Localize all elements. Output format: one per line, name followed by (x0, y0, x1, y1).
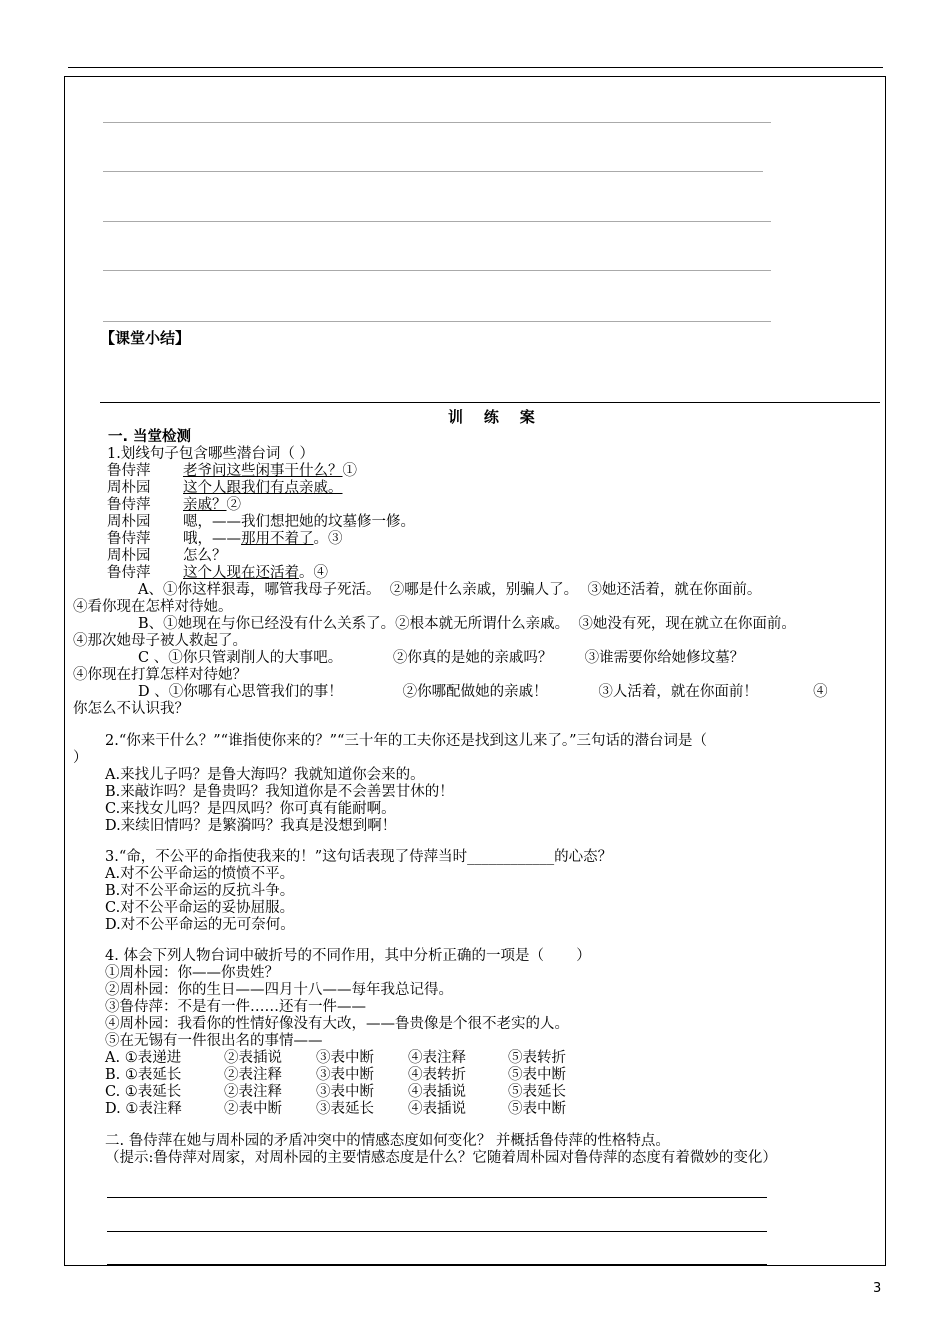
q4-option-a-c1: A. ①表递进 (105, 1050, 182, 1066)
q4-option-c-c5: ⑤表延长 (508, 1084, 566, 1100)
q3-stem: 3.“命，不公平的命指使我来的！”这句话表现了侍萍当时____________的心态？ (105, 849, 613, 865)
dialog-line (183, 531, 343, 548)
underlined-sentence: 亲戚？ (183, 497, 227, 513)
part1-heading: 一. 当堂检测 (108, 429, 192, 445)
q4-option-a-c3: ③表中断 (316, 1050, 374, 1066)
q2-option: A.来找儿子吗？是鲁大海吗？我就知道你会来的。 (105, 767, 425, 783)
q4-stem: 4. 体会下列人物台词中破折号的不同作用，其中分析正确的一项是（ ） (105, 948, 591, 964)
section-divider (100, 402, 880, 403)
top-rule (68, 67, 883, 68)
q3-option: B.对不公平命运的反抗斗争。 (105, 883, 295, 899)
q4-option-d-c4: ④表插说 (408, 1101, 466, 1117)
dialog-speaker: 周朴园 (107, 480, 151, 496)
q4-option-a-c4: ④表注释 (408, 1050, 466, 1066)
q1-option-c-cont: ④你现在打算怎样对待她？ (73, 667, 247, 683)
q4-option-c-c2: ②表注释 (224, 1084, 282, 1100)
summary-heading: 【课堂小结】 (100, 329, 191, 347)
dialog-pre: 哦，—— (183, 531, 241, 547)
q2-option: B.来敲诈吗？是鲁贵吗？我知道你是不会善罢甘休的！ (105, 784, 454, 800)
q1-option-d: D 、①你哪有心思管我们的事！ ②你哪配做她的亲戚！ ③人活着，就在你面前！ ④ (138, 684, 828, 700)
q4-option-c-c3: ③表中断 (316, 1084, 374, 1100)
q1-stem: 1.划线句子包含哪些潜台词（ ） (107, 446, 314, 462)
q4-line: ④周朴园：我看你的性情好像没有大改，——鲁贵像是个很不老实的人。 (105, 1016, 569, 1032)
q3-option: A.对不公平命运的愤愤不平。 (105, 866, 295, 882)
page-number: 3 (873, 1281, 882, 1296)
q1-option-a-cont: ④看你现在怎样对待她。 (73, 599, 233, 615)
marker: 。④ (299, 565, 328, 581)
q3-option: D.对不公平命运的无可奈何。 (105, 917, 295, 933)
part2-heading: 二. 鲁侍萍在她与周朴园的矛盾冲突中的情感态度如何变化？ 并概括鲁侍萍的性格特点。 (105, 1133, 670, 1149)
marker: ① (342, 463, 357, 479)
q4-line: ②周朴园：你的生日——四月十八——每年我总记得。 (105, 982, 453, 998)
answer-line (103, 122, 771, 123)
dialog-speaker: 周朴园 (107, 514, 151, 530)
dialog-line: 怎么？ (183, 548, 227, 564)
q2-option: C.来找女儿吗？是四凤吗？你可真有能耐啊。 (105, 801, 396, 817)
answer-line (107, 1264, 767, 1265)
q4-line: ①周朴园：你——你贵姓？ (105, 965, 279, 981)
marker: 。③ (313, 531, 343, 547)
q4-option-b-c5: ⑤表中断 (508, 1067, 566, 1083)
q1-option-b: B、①她现在与你已经没有什么关系了。②根本就无所谓什么亲戚。 ③她没有死，现在就立在你面前。 (138, 616, 796, 632)
q4-line: ⑤在无锡有一件很出名的事情—— (105, 1033, 323, 1049)
answer-line (103, 171, 763, 172)
answer-line (107, 1231, 767, 1232)
dialog-line (183, 463, 357, 480)
q4-option-b-c1: B. ①表延长 (105, 1067, 182, 1083)
underlined-sentence: 老爷问这些闲事干什么？ (183, 463, 343, 479)
dialog-speaker: 周朴园 (107, 548, 151, 564)
q4-option-a-c2: ②表插说 (224, 1050, 282, 1066)
q1-option-d-cont: 你怎么不认识我？ (73, 701, 189, 717)
q2-stem: 2.“你来干什么？”“谁指使你来的？”“三十年的工夫你还是找到这儿来了。”三句话的潜台词是（ (105, 733, 708, 749)
q4-option-b-c4: ④表转折 (408, 1067, 466, 1083)
q4-option-b-c3: ③表中断 (316, 1067, 374, 1083)
q1-option-a: A、①你这样狠毒，哪管我母子死活。 ②哪是什么亲戚，别骗人了。 ③她还活着，就在你面前。 (138, 582, 762, 598)
answer-line (103, 321, 771, 322)
dialog-speaker: 鲁侍萍 (107, 565, 151, 581)
q1-option-c: C 、①你只管剥削人的大事吧。 ②你真的是她的亲戚吗？ ③谁需要你给她修坟墓？ (138, 650, 745, 666)
q4-option-c-c4: ④表插说 (408, 1084, 466, 1100)
dialog-line: 嗯，——我们想把她的坟墓修一修。 (183, 514, 415, 530)
dialog-line (183, 565, 328, 582)
q3-option: C.对不公平命运的妥协屈服。 (105, 900, 295, 916)
marker: ② (226, 497, 241, 513)
q1-option-b-cont: ④那次她母子被人救起了。 (73, 633, 247, 649)
underlined-sentence: 这个人现在还活着 (183, 565, 299, 581)
q2-option: D.来续旧情吗？是繁漪吗？我真是没想到啊！ (105, 818, 397, 834)
dialog-speaker: 鲁侍萍 (107, 497, 151, 513)
answer-line (103, 221, 771, 222)
dialog-line: 这个人跟我们有点亲戚。 (183, 480, 343, 496)
q4-option-d-c1: D. ①表注释 (105, 1101, 182, 1117)
q4-option-a-c5: ⑤表转折 (508, 1050, 566, 1066)
q4-option-b-c2: ②表注释 (224, 1067, 282, 1083)
section-title: 训 练 案 (448, 408, 535, 426)
q4-line: ③鲁侍萍：不是有一件……还有一件—— (105, 999, 366, 1015)
dialog-speaker: 鲁侍萍 (107, 531, 151, 547)
q2-stem-cont: ） (73, 750, 88, 766)
part2-hint: （提示:鲁侍萍对周家，对周朴园的主要情感态度是什么？它随着周朴园对鲁侍萍的态度有着微妙的变化） (105, 1150, 777, 1166)
q4-option-d-c2: ②表中断 (224, 1101, 282, 1117)
answer-line (107, 1197, 767, 1198)
q4-option-d-c3: ③表延长 (316, 1101, 374, 1117)
dialog-speaker: 鲁侍萍 (107, 463, 151, 479)
dialog-line (183, 497, 241, 514)
underlined-sentence: 那用不着了 (241, 531, 314, 547)
answer-line (103, 270, 771, 271)
q4-option-c-c1: C. ①表延长 (105, 1084, 182, 1100)
q4-option-d-c5: ⑤表中断 (508, 1101, 566, 1117)
